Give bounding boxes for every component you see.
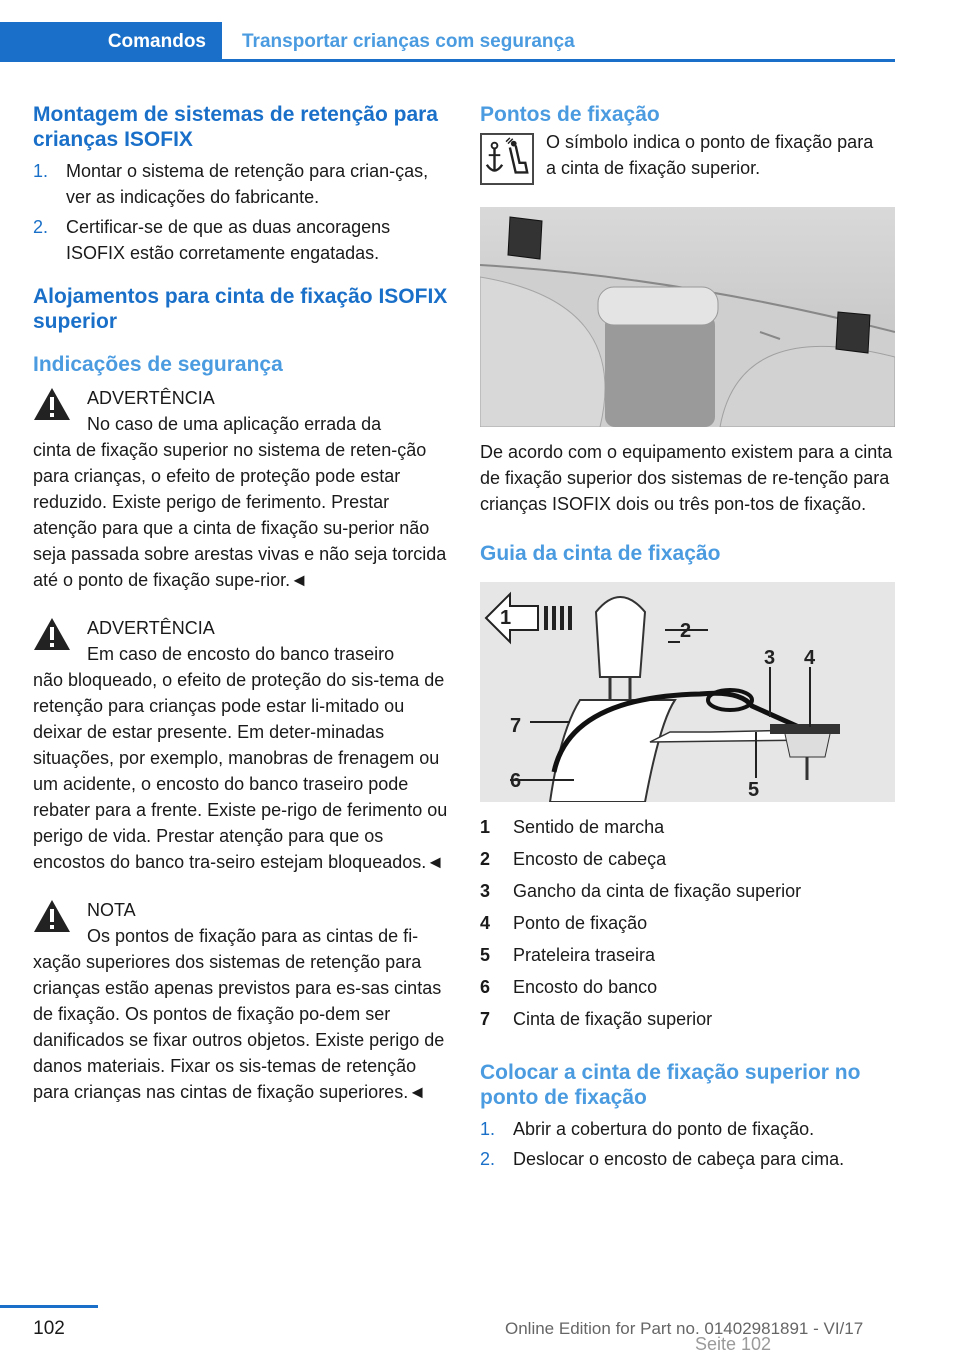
chapter-tab: Transportar crianças com segurança (242, 31, 575, 52)
diagram-legend (480, 814, 895, 1038)
child-seat-anchor-icon (480, 133, 534, 185)
step-text: Deslocar o encosto de cabeça para cima. (513, 1149, 845, 1169)
legend-row (480, 942, 895, 974)
legend-text: Encosto do banco (513, 977, 658, 997)
tether-guide-diagram (480, 582, 895, 802)
warning-lead: Em caso de encosto do banco traseiro (87, 644, 395, 664)
step-number: 2. (480, 1149, 496, 1169)
page-number: 102 (33, 1318, 65, 1339)
right-column (480, 102, 895, 1176)
warning-text: cinta de fixação superior no sistema de reten‐ção para crianças, o efeito de proteção pode estar reduzido. Existe perigo de ferimento. Prestar atenção para que a cinta de fixação su‐perior não seja passada sobre arestas vivas e não seja torcida até o ponto de fixação supe‐rior.◄ (33, 440, 447, 590)
heading-guia: Guia da cinta de fixação (480, 542, 721, 565)
photo-caption: De acordo com o equipamento existem para a cinta de fixação superior dos sistemas de re‐tenção para crianças ISOFIX dois ou três pon‐tos de fixação. (480, 442, 893, 514)
legend-text: Prateleira traseira (513, 945, 656, 965)
step-number: 2. (33, 217, 49, 237)
diagram-label-4: 4 (804, 647, 816, 669)
diagram-label-7: 7 (510, 715, 522, 737)
step-text: Abrir a cobertura do ponto de fixação. (513, 1119, 815, 1139)
isofix-steps (33, 158, 448, 266)
heading-alojamentos: Alojamentos para cinta de fixação ISOFIX superior (33, 285, 448, 333)
diagram-label-3: 3 (764, 647, 776, 669)
edition-footer: Online Edition for Part no. 01402981891 - VI/17 (505, 1319, 864, 1338)
legend-number: 1 (480, 817, 491, 837)
legend-row (480, 910, 895, 942)
page-header (0, 22, 895, 62)
list-item (480, 1146, 895, 1172)
diagram-label-2: 2 (680, 620, 692, 642)
diagram-label-1: 1 (500, 607, 512, 629)
warning-lead: No caso de uma aplicação errada da (87, 414, 382, 434)
legend-text: Cinta de fixação superior (513, 1009, 713, 1029)
legend-text: Gancho da cinta de fixação superior (513, 881, 802, 901)
header-rule (222, 59, 895, 62)
legend-number: 7 (480, 1009, 491, 1029)
step-text: Montar o sistema de retenção para crian‐ças, ver as indicações do fabricante. (66, 161, 429, 207)
section-tab: Comandos (0, 22, 222, 62)
warning-text: não bloqueado, o efeito de proteção do sis‐tema de retenção para crianças pode estar li‐mitado ou deixar de estar presente. Em deter‐minadas situações, por exemplo, manobras de frenagem ou um acidente, o encosto do banco traseiro pode rebater para a frente. Existe pe‐rigo de ferimento ou perigo de vida. Prestar atenção para que os encostos do banco tra‐seiro estejam bloqueados.◄ (33, 670, 448, 872)
list-item (480, 1116, 895, 1142)
warning-triangle-icon (33, 899, 71, 933)
legend-number: 4 (480, 913, 491, 933)
step-number: 1. (480, 1119, 496, 1139)
legend-text: Sentido de marcha (513, 817, 665, 837)
heading-isofix-mounting: Montagem de sistemas de retenção para crianças ISOFIX (33, 103, 438, 151)
legend-text: Encosto de cabeça (513, 849, 667, 869)
warning-triangle-icon (33, 617, 71, 651)
legend-row (480, 878, 895, 910)
anchor-points-photo (480, 207, 895, 427)
symbol-row (480, 129, 895, 189)
heading-colocar: Colocar a cinta de fixação superior no ponto de fixação (480, 1061, 861, 1109)
page-number-rule (0, 1305, 98, 1308)
warning-block-2 (33, 615, 448, 875)
legend-row (480, 1006, 895, 1038)
heading-indicacoes: Indicações de segurança (33, 353, 283, 376)
note-block (33, 897, 448, 1105)
warning-title: ADVERTÊNCIA (87, 618, 215, 638)
list-item (33, 158, 448, 210)
colocar-steps (480, 1116, 895, 1172)
note-title: NOTA (87, 900, 136, 920)
warning-block-1 (33, 385, 448, 593)
step-text: Certificar-se de que as duas ancoragens ISOFIX estão corretamente engatadas. (66, 217, 391, 263)
legend-number: 3 (480, 881, 491, 901)
legend-number: 6 (480, 977, 491, 997)
legend-row (480, 974, 895, 1006)
symbol-description: O símbolo indica o ponto de fixação para a cinta de fixação superior. (546, 132, 874, 178)
legend-number: 2 (480, 849, 491, 869)
legend-number: 5 (480, 945, 491, 965)
legend-text: Ponto de fixação (513, 913, 648, 933)
note-text: xação superiores dos sistemas de retenção para crianças estão apenas previstos para es‐sas cintas de fixação. Os pontos de fixação po‐dem ser danificados se fixar outros objetos. Existe perigo de danos materiais. Fixar os sis‐temas de retenção para crianças nas cintas de fixação superiores.◄ (33, 952, 445, 1102)
warning-title: ADVERTÊNCIA (87, 388, 215, 408)
watermark: Seite 102 (695, 1334, 772, 1354)
note-lead: Os pontos de fixação para as cintas de fi‐ (87, 926, 419, 946)
diagram-label-6: 6 (510, 770, 522, 792)
warning-triangle-icon (33, 387, 71, 421)
legend-row (480, 846, 895, 878)
legend-row (480, 814, 895, 846)
left-column (33, 102, 448, 1105)
heading-pontos: Pontos de fixação (480, 103, 660, 126)
list-item (33, 214, 448, 266)
step-number: 1. (33, 161, 49, 181)
diagram-label-5: 5 (748, 779, 760, 801)
